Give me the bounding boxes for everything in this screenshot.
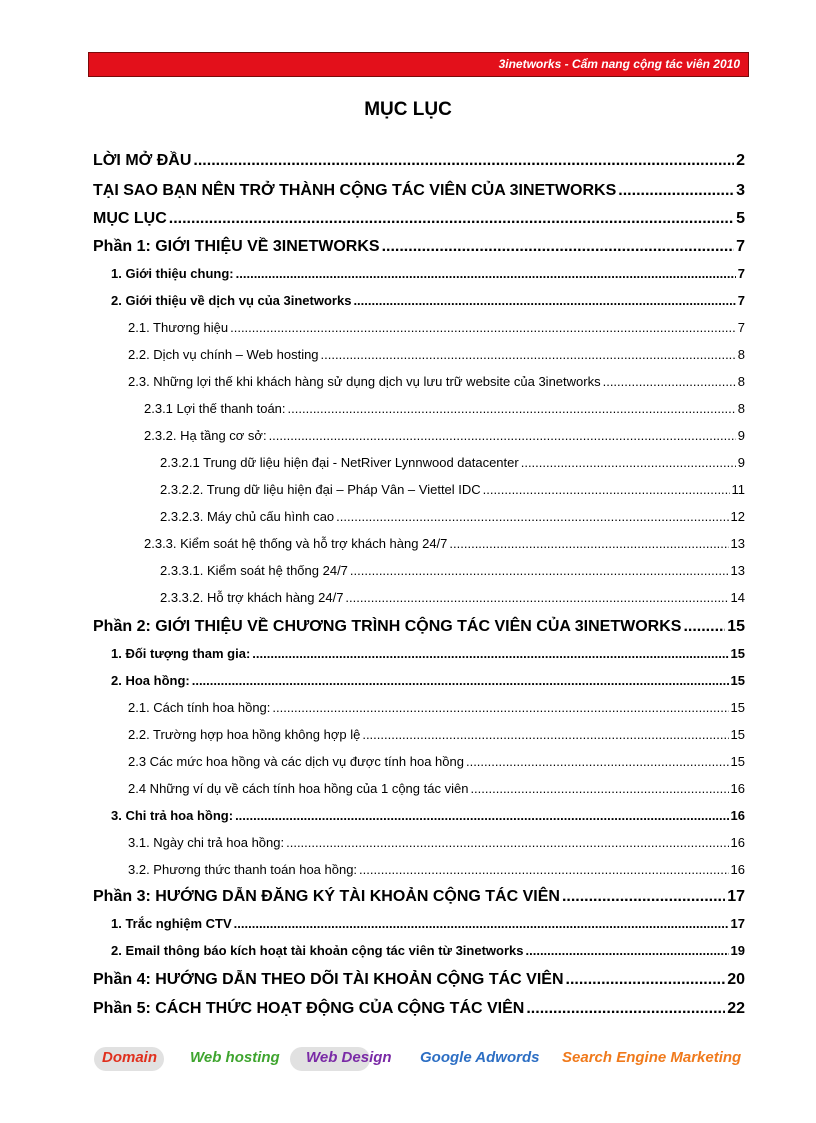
toc-entry-page: 17 bbox=[730, 916, 745, 931]
toc-entry-label: Phần 5: CÁCH THỨC HOẠT ĐỘNG CỦA CỘNG TÁC VIÊN bbox=[93, 1000, 525, 1017]
toc-entry-label: Phần 4: HƯỚNG DẪN THEO DÕI TÀI KHOẢN CỘNG TÁC VIÊN bbox=[93, 971, 564, 988]
toc-entry-label: 1. Giới thiệu chung: bbox=[111, 266, 234, 281]
toc-entry-page: 8 bbox=[737, 347, 745, 362]
toc-entry-label: 2.1. Cách tính hoa hồng: bbox=[128, 700, 271, 715]
toc-dot-leader bbox=[359, 862, 728, 877]
toc-entry[interactable] bbox=[160, 563, 745, 578]
toc-entry-label: 2.3.2. Hạ tầng cơ sở: bbox=[144, 428, 267, 443]
footer-domain: Domain bbox=[102, 1049, 158, 1066]
toc-entry-page: 16 bbox=[730, 808, 745, 823]
toc-entry-page: 13 bbox=[730, 563, 745, 578]
toc-dot-leader bbox=[169, 210, 734, 228]
toc-entry-label: 2.3.3.1. Kiểm soát hệ thống 24/7 bbox=[160, 563, 348, 578]
footer-banner bbox=[94, 1045, 754, 1075]
toc-dot-leader bbox=[192, 673, 729, 688]
toc-entry-label: 2.3 Các mức hoa hồng và các dịch vụ được tính hoa hồng bbox=[128, 754, 464, 769]
toc-dot-leader bbox=[521, 455, 736, 470]
toc-entry-page: 15 bbox=[730, 754, 745, 769]
toc-entry-page: 3 bbox=[736, 182, 745, 199]
toc-dot-leader bbox=[230, 320, 736, 335]
toc-entry-page: 15 bbox=[730, 646, 745, 661]
toc-entry[interactable] bbox=[128, 727, 745, 742]
toc-entry[interactable] bbox=[93, 618, 745, 636]
toc-dot-leader bbox=[252, 646, 728, 661]
toc-entry[interactable] bbox=[128, 781, 745, 796]
toc-dot-leader bbox=[470, 781, 728, 796]
toc-entry[interactable] bbox=[93, 182, 745, 200]
toc-dot-leader bbox=[288, 401, 736, 416]
toc-entry-label: 2.3. Những lợi thế khi khách hàng sử dụng dịch vụ lưu trữ website của 3inetworks bbox=[128, 374, 601, 389]
toc-entry-page: 16 bbox=[730, 835, 745, 850]
toc-entry-page: 15 bbox=[730, 673, 745, 688]
toc-dot-leader bbox=[526, 1000, 725, 1018]
toc-entry-label: 2.1. Thương hiệu bbox=[128, 320, 229, 335]
toc-entry[interactable] bbox=[111, 943, 745, 958]
toc-entry[interactable] bbox=[144, 401, 745, 416]
toc-entry-label: 2.4 Những ví dụ về cách tính hoa hồng của 1 cộng tác viên bbox=[128, 781, 469, 796]
toc-dot-leader bbox=[683, 618, 725, 636]
toc-entry[interactable] bbox=[111, 673, 745, 688]
toc-dot-leader bbox=[236, 266, 736, 281]
toc-entry-page: 11 bbox=[731, 482, 745, 497]
toc-entry-label: Phần 3: HƯỚNG DẪN ĐĂNG KÝ TÀI KHOẢN CỘNG TÁC VIÊN bbox=[93, 888, 560, 905]
toc-entry-label: 2.3.2.3. Máy chủ cấu hình cao bbox=[160, 509, 335, 524]
toc-entry[interactable] bbox=[160, 590, 745, 605]
toc-dot-leader bbox=[193, 152, 734, 170]
toc-entry-label: 1. Trắc nghiệm CTV bbox=[111, 916, 232, 931]
toc-dot-leader bbox=[449, 536, 728, 551]
toc-entry-label: 3. Chi trả hoa hồng: bbox=[111, 808, 234, 823]
toc-entry[interactable] bbox=[144, 428, 745, 443]
toc-dot-leader bbox=[483, 482, 730, 497]
toc-entry[interactable] bbox=[160, 455, 745, 470]
footer-web-hosting: Web hosting bbox=[190, 1049, 280, 1066]
toc-dot-leader bbox=[362, 727, 728, 742]
toc-entry-label: Phần 2: GIỚI THIỆU VỀ CHƯƠNG TRÌNH CỘNG TÁC VIÊN CỦA 3INETWORKS bbox=[93, 618, 682, 635]
toc-dot-leader bbox=[618, 182, 734, 200]
toc-entry-page: 15 bbox=[727, 618, 745, 635]
toc-dot-leader bbox=[466, 754, 729, 769]
footer-google-adwords: Google Adwords bbox=[420, 1049, 540, 1066]
toc-entry-page: 2 bbox=[736, 152, 745, 169]
toc-dot-leader bbox=[336, 509, 728, 524]
toc-entry-page: 7 bbox=[737, 293, 745, 308]
toc-entry-label: 2. Giới thiệu về dịch vụ của 3inetworks bbox=[111, 293, 352, 308]
toc-entry-page: 12 bbox=[730, 509, 745, 524]
toc-entry-label: 3.2. Phương thức thanh toán hoa hồng: bbox=[128, 862, 358, 877]
toc-dot-leader bbox=[382, 238, 735, 256]
toc-dot-leader bbox=[345, 590, 728, 605]
page-title: MỤC LỤC bbox=[364, 99, 452, 120]
toc-entry-label: 2. Email thông báo kích hoạt tài khoản cộng tác viên từ 3inetworks bbox=[111, 943, 524, 958]
toc-entry-page: 20 bbox=[727, 971, 745, 988]
toc-entry[interactable] bbox=[111, 808, 745, 823]
toc-entry[interactable] bbox=[128, 835, 745, 850]
toc-dot-leader bbox=[235, 808, 728, 823]
toc-entry[interactable] bbox=[93, 888, 745, 906]
toc-entry[interactable] bbox=[128, 754, 745, 769]
toc-entry-label: 2.3.3. Kiểm soát hệ thống và hỗ trợ khách hàng 24/7 bbox=[144, 536, 448, 551]
toc-entry-label: LỜI MỞ ĐẦU bbox=[93, 152, 192, 169]
toc-entry[interactable] bbox=[128, 320, 745, 335]
toc-entry-page: 14 bbox=[730, 590, 745, 605]
toc-entry[interactable] bbox=[128, 700, 745, 715]
toc-entry-page: 7 bbox=[737, 266, 745, 281]
toc-entry-label: 3.1. Ngày chi trả hoa hồng: bbox=[128, 835, 285, 850]
toc-entry[interactable] bbox=[93, 1000, 745, 1018]
toc-dot-leader bbox=[562, 888, 725, 906]
header-text: 3inetworks - Cẩm nang cộng tác viên 2010 bbox=[498, 57, 740, 71]
toc-dot-leader bbox=[321, 347, 736, 362]
toc-entry-label: MỤC LỤC bbox=[93, 210, 167, 227]
toc-entry-page: 16 bbox=[730, 781, 745, 796]
toc-entry-label: 1. Đối tượng tham gia: bbox=[111, 646, 251, 661]
toc-dot-leader bbox=[234, 916, 729, 931]
toc-entry[interactable] bbox=[93, 238, 745, 256]
toc-entry[interactable] bbox=[111, 916, 745, 931]
toc-entry-label: 2. Hoa hồng: bbox=[111, 673, 190, 688]
toc-entry[interactable] bbox=[111, 266, 745, 281]
toc-dot-leader bbox=[272, 700, 728, 715]
toc-entry-page: 13 bbox=[730, 536, 745, 551]
toc-entry-page: 7 bbox=[737, 320, 745, 335]
toc-entry[interactable] bbox=[93, 971, 745, 989]
footer-sem: Search Engine Marketing bbox=[562, 1049, 742, 1066]
toc-dot-leader bbox=[526, 943, 729, 958]
toc-entry-label: 2.3.3.2. Hỗ trợ khách hàng 24/7 bbox=[160, 590, 344, 605]
toc-entry-page: 22 bbox=[727, 1000, 745, 1017]
toc-entry-label: 2.3.1 Lợi thế thanh toán: bbox=[144, 401, 286, 416]
toc-entry-label: 2.2. Trường hợp hoa hồng không hợp lệ bbox=[128, 727, 361, 742]
toc-entry-page: 19 bbox=[730, 943, 745, 958]
toc-dot-leader bbox=[566, 971, 726, 989]
toc-entry-page: 9 bbox=[737, 428, 745, 443]
toc-entry-page: 7 bbox=[736, 238, 745, 255]
toc-entry[interactable] bbox=[93, 210, 745, 228]
toc-entry-page: 17 bbox=[727, 888, 745, 905]
toc-entry[interactable] bbox=[111, 646, 745, 661]
toc-entry-label: Phần 1: GIỚI THIỆU VỀ 3INETWORKS bbox=[93, 238, 380, 255]
toc-entry-page: 16 bbox=[730, 862, 745, 877]
toc-entry[interactable] bbox=[144, 536, 745, 551]
toc-dot-leader bbox=[269, 428, 736, 443]
toc-entry-page: 15 bbox=[730, 700, 745, 715]
toc-entry[interactable] bbox=[160, 482, 745, 497]
toc-dot-leader bbox=[353, 293, 735, 308]
header-bar bbox=[88, 52, 749, 77]
toc-entry-page: 8 bbox=[737, 374, 745, 389]
toc-entry[interactable] bbox=[93, 152, 745, 170]
toc-entry-label: 2.3.2.2. Trung dữ liệu hiện đại – Pháp Vân – Viettel IDC bbox=[160, 482, 481, 497]
toc-entry[interactable] bbox=[160, 509, 745, 524]
toc-entry-page: 5 bbox=[736, 210, 745, 227]
toc-dot-leader bbox=[286, 835, 728, 850]
toc-entry[interactable] bbox=[128, 862, 745, 877]
toc-entry[interactable] bbox=[128, 347, 745, 362]
toc-entry[interactable] bbox=[128, 374, 745, 389]
toc-entry-page: 8 bbox=[737, 401, 745, 416]
toc-entry[interactable] bbox=[111, 293, 745, 308]
toc-entry-label: TẠI SAO BẠN NÊN TRỞ THÀNH CỘNG TÁC VIÊN CỦA 3INETWORKS bbox=[93, 182, 617, 199]
toc-entry-page: 15 bbox=[730, 727, 745, 742]
toc-dot-leader bbox=[603, 374, 736, 389]
toc-entry-label: 2.3.2.1 Trung dữ liệu hiện đại - NetRiver Lynnwood datacenter bbox=[160, 455, 519, 470]
toc-entry-label: 2.2. Dịch vụ chính – Web hosting bbox=[128, 347, 319, 362]
toc-entry-page: 9 bbox=[737, 455, 745, 470]
footer-web-design: Web Design bbox=[306, 1049, 392, 1066]
toc-dot-leader bbox=[350, 563, 729, 578]
